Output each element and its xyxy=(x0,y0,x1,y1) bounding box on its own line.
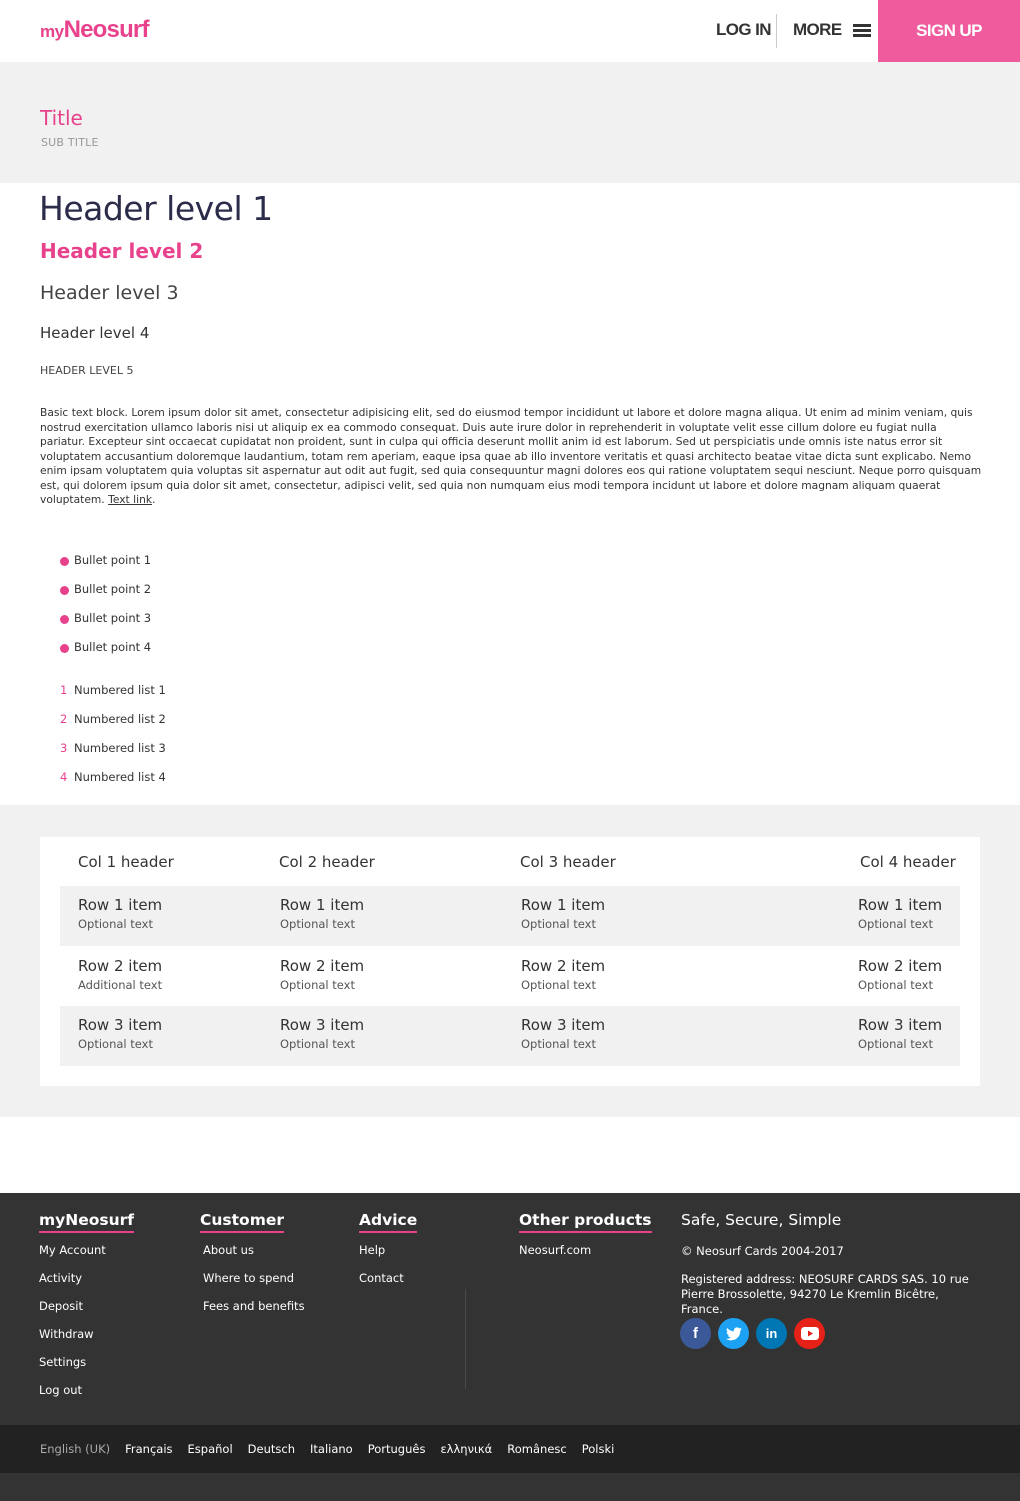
table-row xyxy=(60,1006,960,1066)
more-menu-button[interactable] xyxy=(793,20,871,40)
cell-sub-text: Optional text xyxy=(521,978,596,992)
column-header-3: Col 3 header xyxy=(520,853,616,871)
footer-links-myneosurf xyxy=(39,1243,106,1411)
cell-sub-text: Optional text xyxy=(78,917,153,931)
logo[interactable] xyxy=(40,16,149,44)
facebook-icon[interactable]: f xyxy=(680,1318,711,1349)
list-item xyxy=(60,611,151,640)
cell-main-text: Row 2 item xyxy=(280,957,365,975)
footer-column-title: Advice xyxy=(359,1211,417,1233)
footer-link-neosurf-com[interactable]: Neosurf.com xyxy=(519,1243,592,1257)
header-level-4: Header level 4 xyxy=(40,324,150,342)
footer-link-log-out[interactable]: Log out xyxy=(39,1383,83,1397)
footer-link-help[interactable]: Help xyxy=(359,1243,386,1257)
footer-column-title: Customer xyxy=(200,1211,284,1233)
cell-sub-text: Optional text xyxy=(280,917,355,931)
cell-main-text: Row 2 item xyxy=(858,957,943,975)
footer-link-my-account[interactable]: My Account xyxy=(39,1243,106,1257)
table-cell xyxy=(78,1016,162,1051)
column-header-2: Col 2 header xyxy=(279,853,375,871)
footer-column-title: myNeosurf xyxy=(39,1211,134,1233)
footer xyxy=(0,1193,1020,1425)
social-links xyxy=(680,1318,832,1349)
footer-link-settings[interactable]: Settings xyxy=(39,1355,87,1369)
paragraph-text: Basic text block. Lorem ipsum dolor sit amet, consectetur adipisicing elit, sed do eiusmod tempor incididunt ut labore et dolore magna aliqua. Ut enim ad minim veniam, quis nostrud exercitation ullamco laboris nisi ut aliquip ex ea commodo consequat. Duis aute irure dolor in reprehenderit in voluptate velit esse cillum dolore eu fugiat nulla pariatur. Excepteur sint occaecat cupidatat non proident, sunt in culpa qui officia deserunt mollit anim id est laborum. Sed ut perspiciatis unde omnis iste natus error sit voluptatem accusantium doloremque laudantium, totam rem aperiam, eaque ipsa quae ab illo inventore veritatis et quasi architecto beatae vitae dicta sunt explicabo. Nemo enim ipsam voluptatem quia voluptas sit aspernatur aut odit aut fugit, sed quia consequuntur magni dolores eos qui ratione voluptatem sequi nesciunt. Neque porro quisquam est, qui dolorem ipsum quia dolor sit amet, consectetur, adipisci velit, sed quia non numquam eius modi tempora incidunt ut labore et dolore magnam aliquam quaerat voluptatem. xyxy=(40,406,982,506)
list-item xyxy=(60,553,151,582)
footer-link-activity[interactable]: Activity xyxy=(39,1271,83,1285)
cell-sub-text: Optional text xyxy=(521,917,596,931)
header-level-2: Header level 2 xyxy=(40,239,204,263)
language-romanian[interactable]: Românesc xyxy=(507,1442,567,1456)
header-level-3: Header level 3 xyxy=(40,282,179,304)
cell-main-text: Row 1 item xyxy=(78,896,163,914)
linkedin-icon[interactable]: in xyxy=(756,1318,787,1349)
table-row xyxy=(60,886,960,946)
footer-link-withdraw[interactable]: Withdraw xyxy=(39,1327,94,1341)
language-greek[interactable]: ελληνικά xyxy=(440,1442,493,1456)
bullet-list xyxy=(60,553,151,669)
bullet-label: Bullet point 4 xyxy=(74,640,152,654)
footer-copyright: © Neosurf Cards 2004-2017 xyxy=(681,1244,844,1258)
page-banner xyxy=(0,62,1020,183)
table-cell xyxy=(858,1016,942,1051)
list-item xyxy=(60,741,166,770)
language-italian[interactable]: Italiano xyxy=(310,1442,353,1456)
list-item xyxy=(60,712,166,741)
table-cell xyxy=(280,957,364,992)
footer-tagline: Safe, Secure, Simple xyxy=(681,1211,842,1229)
list-item xyxy=(60,770,166,799)
twitter-icon[interactable] xyxy=(718,1318,749,1349)
signup-button[interactable]: SIGN UP xyxy=(878,0,1020,62)
bullet-dot-icon xyxy=(60,586,69,595)
logo-prefix: my xyxy=(40,22,64,41)
cell-main-text: Row 3 item xyxy=(521,1016,606,1034)
footer-address: Registered address: NEOSURF CARDS SAS. 10 rue Pierre Brossolette, 94270 Le Kremlin Bicêtre, France. xyxy=(681,1272,969,1316)
nav-divider xyxy=(776,14,777,48)
header-level-5: HEADER LEVEL 5 xyxy=(40,364,134,377)
footer-link-where-to-spend[interactable]: Where to spend xyxy=(203,1271,295,1285)
language-list xyxy=(40,1442,629,1456)
cell-main-text: Row 1 item xyxy=(280,896,365,914)
login-link[interactable]: LOG IN xyxy=(716,20,771,39)
cell-main-text: Row 3 item xyxy=(78,1016,163,1034)
language-german[interactable]: Deutsch xyxy=(247,1442,295,1456)
language-bar xyxy=(0,1425,1020,1473)
list-number: 3 xyxy=(60,741,68,755)
footer-links-other-products xyxy=(519,1243,591,1271)
cell-sub-text: Optional text xyxy=(280,1037,355,1051)
paragraph-end: . xyxy=(152,493,156,506)
footer-link-about-us[interactable]: About us xyxy=(203,1243,254,1257)
cell-sub-text: Optional text xyxy=(858,978,933,992)
cell-main-text: Row 2 item xyxy=(78,957,163,975)
footer-link-contact[interactable]: Contact xyxy=(359,1271,404,1285)
logo-wordmark: Neosurf xyxy=(63,16,149,43)
bullet-dot-icon xyxy=(60,644,69,653)
cell-sub-text: Additional text xyxy=(78,978,163,992)
table-cell xyxy=(280,896,364,931)
language-polish[interactable]: Polski xyxy=(581,1442,615,1456)
top-navigation-bar xyxy=(0,0,1020,62)
table-cell xyxy=(78,957,162,992)
cell-sub-text: Optional text xyxy=(78,1037,153,1051)
bullet-label: Bullet point 3 xyxy=(74,611,152,625)
cell-sub-text: Optional text xyxy=(858,1037,933,1051)
table-cell xyxy=(521,1016,605,1051)
text-link[interactable]: Text link xyxy=(108,493,153,506)
spacer xyxy=(0,1117,1020,1193)
bullet-dot-icon xyxy=(60,615,69,624)
numbered-label: Numbered list 2 xyxy=(74,712,166,726)
footer-link-deposit[interactable]: Deposit xyxy=(39,1299,83,1313)
cell-sub-text: Optional text xyxy=(280,978,355,992)
bullet-dot-icon xyxy=(60,557,69,566)
youtube-icon[interactable] xyxy=(794,1318,825,1349)
table-row xyxy=(60,947,960,1007)
language-french[interactable]: Français xyxy=(125,1442,173,1456)
cell-main-text: Row 3 item xyxy=(280,1016,365,1034)
bullet-label: Bullet point 2 xyxy=(74,582,152,596)
table-cell xyxy=(521,896,605,931)
language-portuguese[interactable]: Português xyxy=(367,1442,426,1456)
cell-sub-text: Optional text xyxy=(858,917,933,931)
cell-main-text: Row 1 item xyxy=(521,896,606,914)
list-number: 1 xyxy=(60,683,68,697)
numbered-label: Numbered list 3 xyxy=(74,741,166,755)
numbered-label: Numbered list 1 xyxy=(74,683,166,697)
list-item xyxy=(60,683,166,712)
data-table xyxy=(40,837,980,1086)
bullet-label: Bullet point 1 xyxy=(74,553,152,567)
list-item xyxy=(60,582,151,611)
page-subtitle: SUB TITLE xyxy=(41,136,99,149)
table-cell xyxy=(78,896,162,931)
column-header-1: Col 1 header xyxy=(78,853,174,871)
footer-link-fees[interactable]: Fees and benefits xyxy=(203,1299,305,1313)
page-title: Title xyxy=(40,106,83,130)
footer-column-title: Other products xyxy=(519,1211,652,1233)
footer-links-advice xyxy=(359,1243,404,1299)
list-number: 4 xyxy=(60,770,68,784)
footer-links-customer xyxy=(203,1243,305,1327)
footer-divider xyxy=(465,1289,466,1389)
cell-main-text: Row 1 item xyxy=(858,896,943,914)
cell-main-text: Row 3 item xyxy=(858,1016,943,1034)
language-spanish[interactable]: Español xyxy=(187,1442,233,1456)
table-section xyxy=(0,805,1020,1117)
header-level-1: Header level 1 xyxy=(39,189,273,228)
numbered-list xyxy=(60,683,166,799)
table-cell xyxy=(858,957,942,992)
cell-main-text: Row 2 item xyxy=(521,957,606,975)
main-content xyxy=(0,183,1020,805)
list-item xyxy=(60,640,151,669)
numbered-label: Numbered list 4 xyxy=(74,770,166,784)
table-cell xyxy=(521,957,605,992)
table-cell xyxy=(280,1016,364,1051)
list-number: 2 xyxy=(60,712,68,726)
table-cell xyxy=(858,896,942,931)
more-label: MORE xyxy=(793,20,842,39)
language-english[interactable]: English (UK) xyxy=(40,1442,111,1456)
basic-text-block xyxy=(40,406,985,508)
cell-sub-text: Optional text xyxy=(521,1037,596,1051)
column-header-4: Col 4 header xyxy=(860,853,956,871)
hamburger-icon xyxy=(853,24,871,37)
